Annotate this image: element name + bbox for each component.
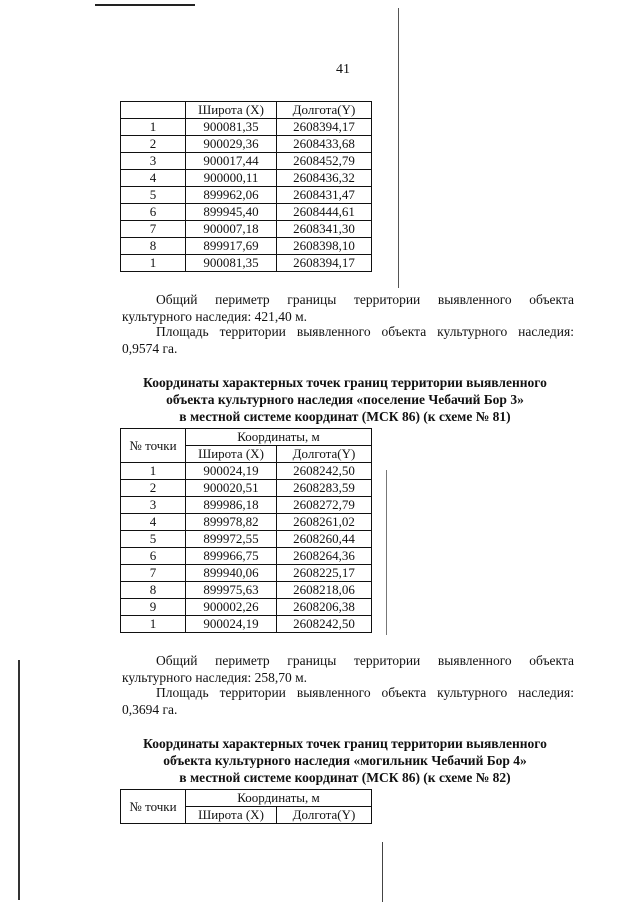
longitude-cell: 2608444,61 [277,204,372,221]
header-latitude: Широта (X) [186,446,277,463]
point-number-cell: 6 [121,204,186,221]
longitude-cell: 2608264,36 [277,548,372,565]
longitude-cell: 2608272,79 [277,497,372,514]
header-longitude: Долгота(Y) [277,102,372,119]
table-row [121,616,372,633]
point-number-cell: 7 [121,565,186,582]
header-point-cell [121,102,186,119]
table-row [121,238,372,255]
latitude-cell: 899978,82 [186,514,277,531]
longitude-cell: 2608341,30 [277,221,372,238]
table-row [121,514,372,531]
latitude-cell: 899986,18 [186,497,277,514]
table-row [121,136,372,153]
longitude-cell: 2608260,44 [277,531,372,548]
perimeter-line-2: культурного наследия: 421,40 м. [122,309,308,324]
area-line-2: 0,3694 га. [122,702,178,717]
heading-3-line-1: Координаты характерных точек границ территории выявленного [143,736,547,751]
perimeter-line-1: Общий периметр границы территории выявленного объекта [156,292,574,307]
table-row [121,599,372,616]
heading-3-line-3: в местной системе координат (МСК 86) (к схеме № 82) [179,770,511,785]
table-row [121,187,372,204]
coordinates-table-2 [120,428,372,633]
table-row [121,497,372,514]
area-text-2 [122,684,574,718]
point-number-cell: 8 [121,582,186,599]
header-longitude: Долгота(Y) [277,807,372,824]
longitude-cell: 2608452,79 [277,153,372,170]
section-heading-3 [110,735,580,786]
header-coordinates: Координаты, м [186,429,372,446]
table-row [121,255,372,272]
header-longitude: Долгота(Y) [277,446,372,463]
area-line-1: Площадь территории выявленного объекта культурного наследия: [156,685,574,700]
header-latitude: Широта (X) [186,102,277,119]
point-number-cell: 2 [121,136,186,153]
longitude-cell: 2608398,10 [277,238,372,255]
longitude-cell: 2608225,17 [277,565,372,582]
latitude-cell: 900081,35 [186,255,277,272]
header-coordinates: Координаты, м [186,790,372,807]
latitude-cell: 899917,69 [186,238,277,255]
table-row [121,565,372,582]
coordinates-table-1 [120,101,372,272]
latitude-cell: 899962,06 [186,187,277,204]
latitude-cell: 900000,11 [186,170,277,187]
point-number-cell: 5 [121,531,186,548]
perimeter-line-2: культурного наследия: 258,70 м. [122,670,308,685]
header-point-number: № точки [121,790,186,824]
heading-2-line-1: Координаты характерных точек границ территории выявленного [143,375,547,390]
perimeter-text-1 [122,291,574,325]
longitude-cell: 2608218,06 [277,582,372,599]
latitude-cell: 900017,44 [186,153,277,170]
point-number-cell: 8 [121,238,186,255]
latitude-cell: 899975,63 [186,582,277,599]
latitude-cell: 899972,55 [186,531,277,548]
table-row [121,221,372,238]
longitude-cell: 2608394,17 [277,119,372,136]
table-row [121,463,372,480]
table-header-row [121,429,372,446]
table-row [121,170,372,187]
point-number-cell: 4 [121,170,186,187]
table-row [121,153,372,170]
latitude-cell: 899966,75 [186,548,277,565]
scan-mark-right-lower [386,470,387,635]
scan-mark-bottom [382,842,383,902]
point-number-cell: 1 [121,616,186,633]
point-number-cell: 1 [121,255,186,272]
area-line-1: Площадь территории выявленного объекта культурного наследия: [156,324,574,339]
point-number-cell: 4 [121,514,186,531]
longitude-cell: 2608242,50 [277,616,372,633]
longitude-cell: 2608436,32 [277,170,372,187]
perimeter-line-1: Общий периметр границы территории выявленного объекта [156,653,574,668]
table-header-row [121,790,372,807]
table-row [121,548,372,565]
heading-2-line-3: в местной системе координат (МСК 86) (к схеме № 81) [179,409,511,424]
table-row [121,531,372,548]
latitude-cell: 900020,51 [186,480,277,497]
point-number-cell: 3 [121,153,186,170]
table-row [121,119,372,136]
latitude-cell: 900002,26 [186,599,277,616]
longitude-cell: 2608283,59 [277,480,372,497]
header-point-number: № точки [121,429,186,463]
longitude-cell: 2608261,02 [277,514,372,531]
area-line-2: 0,9574 га. [122,341,178,356]
scan-mark-top [95,4,195,6]
section-heading-2 [110,374,580,425]
point-number-cell: 6 [121,548,186,565]
area-text-1 [122,323,574,357]
longitude-cell: 2608431,47 [277,187,372,204]
latitude-cell: 900007,18 [186,221,277,238]
latitude-cell: 900029,36 [186,136,277,153]
point-number-cell: 2 [121,480,186,497]
scan-mark-right [398,8,399,288]
latitude-cell: 900024,19 [186,616,277,633]
longitude-cell: 2608394,17 [277,255,372,272]
point-number-cell: 9 [121,599,186,616]
heading-3-line-2: объекта культурного наследия «могильник Чебачий Бор 4» [163,753,527,768]
scan-mark-left [18,660,20,900]
point-number-cell: 7 [121,221,186,238]
heading-2-line-2: объекта культурного наследия «поселение Чебачий Бор 3» [166,392,524,407]
latitude-cell: 900081,35 [186,119,277,136]
latitude-cell: 899945,40 [186,204,277,221]
table-header-row [121,102,372,119]
point-number-cell: 1 [121,463,186,480]
point-number-cell: 3 [121,497,186,514]
table-row [121,480,372,497]
header-latitude: Широта (X) [186,807,277,824]
longitude-cell: 2608433,68 [277,136,372,153]
longitude-cell: 2608206,38 [277,599,372,616]
longitude-cell: 2608242,50 [277,463,372,480]
table-row [121,204,372,221]
latitude-cell: 900024,19 [186,463,277,480]
coordinates-table-3 [120,789,372,824]
point-number-cell: 5 [121,187,186,204]
point-number-cell: 1 [121,119,186,136]
page-number: 41 [336,62,350,77]
table-row [121,582,372,599]
perimeter-text-2 [122,652,574,686]
latitude-cell: 899940,06 [186,565,277,582]
